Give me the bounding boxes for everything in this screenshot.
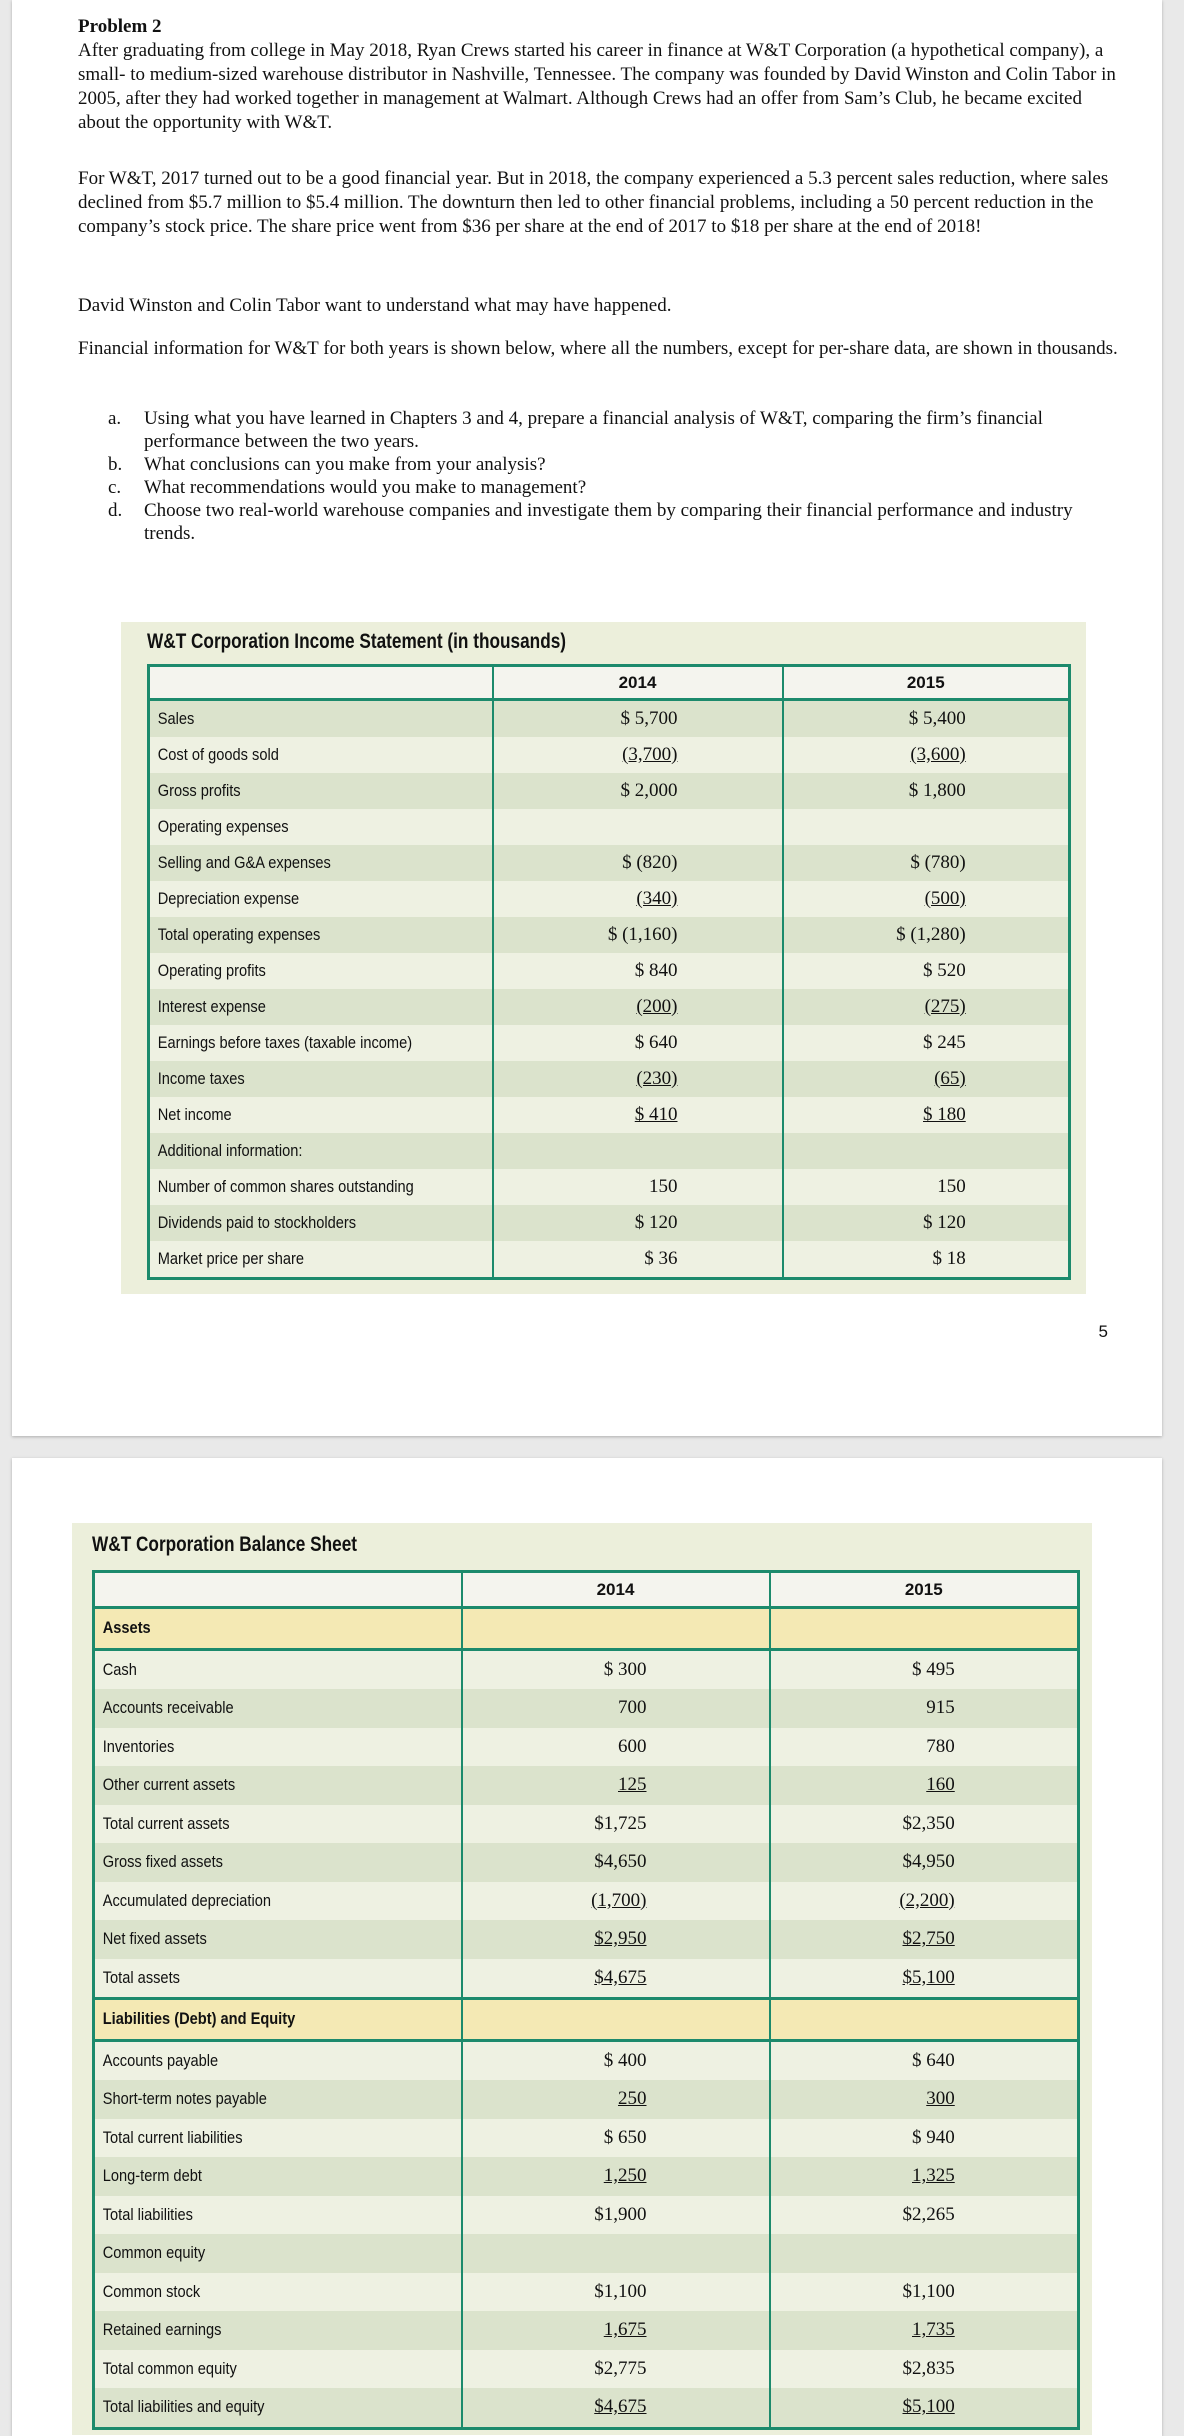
- row-label: Common equity: [94, 2234, 462, 2273]
- value-2015: $5,100: [770, 2388, 1079, 2428]
- value-2015: $ 180: [783, 1097, 1070, 1133]
- table-row: [149, 953, 1070, 989]
- table-row: [149, 700, 1070, 738]
- table-row: [94, 2196, 1079, 2235]
- value-2015: $ 640: [770, 2040, 1079, 2080]
- row-label: Total current assets: [94, 1805, 462, 1844]
- row-label: Total liabilities: [94, 2196, 462, 2235]
- value-2014: $ 2,000: [493, 773, 783, 809]
- table-row: [94, 1882, 1079, 1921]
- row-label: Interest expense: [149, 989, 493, 1025]
- row-label: Sales: [149, 700, 493, 738]
- question-item: b. What conclusions can you make from your analysis?: [108, 454, 546, 475]
- value-2014: $ 5,700: [493, 700, 783, 738]
- table-row: [94, 1728, 1079, 1767]
- balance-sheet-table: [92, 1570, 1080, 2430]
- value-2014: $4,650: [462, 1843, 770, 1882]
- value-2015: $ 495: [770, 1649, 1079, 1689]
- value-2014: $1,900: [462, 2196, 770, 2235]
- table-row: [149, 737, 1070, 773]
- column-header-2015: 2015: [770, 1572, 1079, 1608]
- value-2014: 600: [462, 1728, 770, 1767]
- value-2015: $ 940: [770, 2119, 1079, 2158]
- row-label: Market price per share: [149, 1241, 493, 1279]
- row-label: Retained earnings: [94, 2311, 462, 2350]
- problem-paragraph: David Winston and Colin Tabor want to understand what may have happened.: [78, 295, 672, 316]
- value-2015: $4,950: [770, 1843, 1079, 1882]
- value-2014: $2,950: [462, 1920, 770, 1959]
- value-2014: [462, 1999, 770, 2041]
- row-label: Additional information:: [149, 1133, 493, 1169]
- question-item: d. Choose two real-world warehouse companies and investigate them by comparing their financial performance and industry trends.: [108, 500, 1073, 544]
- problem-paragraph: For W&T, 2017 turned out to be a good financial year. But in 2018, the company experienced a 5.3 percent sales reduction, where sales declined from $5.7 million to $5.4 million. The downturn then led to other financial problems, including a 50 percent reduction in the company’s stock price. The share price went from $36 per share at the end of 2017 to $18 per share at the end of 2018!: [78, 168, 1109, 237]
- value-2014: $ 300: [462, 1649, 770, 1689]
- problem-paragraph: Financial information for W&T for both years is shown below, where all the numbers, except for per-share data, are shown in thousands.: [78, 338, 1118, 359]
- row-label: Other current assets: [94, 1766, 462, 1805]
- table-row: [149, 1061, 1070, 1097]
- value-2014: [493, 809, 783, 845]
- table-row: [149, 773, 1070, 809]
- value-2014: 250: [462, 2080, 770, 2119]
- value-2015: (275): [783, 989, 1070, 1025]
- table-row: [149, 989, 1070, 1025]
- table-row: [94, 2234, 1079, 2273]
- value-2015: $ (1,280): [783, 917, 1070, 953]
- value-2014: 1,250: [462, 2157, 770, 2196]
- value-2015: [770, 1608, 1079, 1650]
- table-row: [94, 2119, 1079, 2158]
- value-2014: $1,725: [462, 1805, 770, 1844]
- value-2015: [770, 1999, 1079, 2041]
- table-row: [94, 1959, 1079, 1999]
- value-2015: (2,200): [770, 1882, 1079, 1921]
- value-2014: (1,700): [462, 1882, 770, 1921]
- value-2015: $5,100: [770, 1959, 1079, 1999]
- value-2015: $1,100: [770, 2273, 1079, 2312]
- question-list: [108, 407, 1088, 545]
- row-label: Short-term notes payable: [94, 2080, 462, 2119]
- value-2014: (340): [493, 881, 783, 917]
- income-statement-box: [121, 622, 1086, 1294]
- value-2014: 1,675: [462, 2311, 770, 2350]
- value-2015: $ 18: [783, 1241, 1070, 1279]
- value-2014: $2,775: [462, 2350, 770, 2389]
- value-2014: $4,675: [462, 1959, 770, 1999]
- table-row: [94, 2080, 1079, 2119]
- value-2015: 1,325: [770, 2157, 1079, 2196]
- value-2014: $ 650: [462, 2119, 770, 2158]
- table-row: [94, 1805, 1079, 1844]
- row-label: Net income: [149, 1097, 493, 1133]
- row-label: Inventories: [94, 1728, 462, 1767]
- value-2014: $ (1,160): [493, 917, 783, 953]
- value-2014: $1,100: [462, 2273, 770, 2312]
- value-2014: 125: [462, 1766, 770, 1805]
- value-2014: $ 36: [493, 1241, 783, 1279]
- row-label: Accounts receivable: [94, 1689, 462, 1728]
- row-label: Dividends paid to stockholders: [149, 1205, 493, 1241]
- row-label: Total common equity: [94, 2350, 462, 2389]
- value-2015: $ 1,800: [783, 773, 1070, 809]
- row-label: Gross fixed assets: [94, 1843, 462, 1882]
- value-2014: $ 120: [493, 1205, 783, 1241]
- value-2015: (500): [783, 881, 1070, 917]
- value-2014: 700: [462, 1689, 770, 1728]
- value-2014: $4,675: [462, 2388, 770, 2428]
- row-label: Total liabilities and equity: [94, 2388, 462, 2428]
- value-2015: 160: [770, 1766, 1079, 1805]
- row-label: Total current liabilities: [94, 2119, 462, 2158]
- table-row: [94, 1689, 1079, 1728]
- table-row: [94, 1920, 1079, 1959]
- table-row: [149, 845, 1070, 881]
- balance-sheet-title: W&T Corporation Balance Sheet: [92, 1533, 358, 1556]
- value-2015: $ 245: [783, 1025, 1070, 1061]
- table-row: [94, 2311, 1079, 2350]
- row-label: Earnings before taxes (taxable income): [149, 1025, 493, 1061]
- row-label: Number of common shares outstanding: [149, 1169, 493, 1205]
- table-row: [149, 1025, 1070, 1061]
- row-label: Accumulated depreciation: [94, 1882, 462, 1921]
- value-2014: $ 410: [493, 1097, 783, 1133]
- value-2015: 780: [770, 1728, 1079, 1767]
- value-2015: (65): [783, 1061, 1070, 1097]
- value-2014: [462, 1608, 770, 1650]
- table-row: [94, 2157, 1079, 2196]
- value-2015: 150: [783, 1169, 1070, 1205]
- value-2014: $ 400: [462, 2040, 770, 2080]
- row-label: Liabilities (Debt) and Equity: [94, 1999, 462, 2041]
- value-2015: 1,735: [770, 2311, 1079, 2350]
- table-row: [149, 1205, 1070, 1241]
- value-2014: (200): [493, 989, 783, 1025]
- value-2014: $ 640: [493, 1025, 783, 1061]
- value-2014: (230): [493, 1061, 783, 1097]
- document-page-2: [12, 1458, 1162, 2436]
- table-row: [149, 1169, 1070, 1205]
- row-label: Long-term debt: [94, 2157, 462, 2196]
- row-label: Assets: [94, 1608, 462, 1650]
- problem-title: Problem 2: [78, 16, 162, 37]
- table-row: [149, 1097, 1070, 1133]
- table-row: [149, 1133, 1070, 1169]
- row-label: Depreciation expense: [149, 881, 493, 917]
- table-row: [149, 917, 1070, 953]
- table-row: [94, 2040, 1079, 2080]
- balance-sheet-box: [72, 1523, 1092, 2435]
- value-2015: $ (780): [783, 845, 1070, 881]
- row-label: Cash: [94, 1649, 462, 1689]
- value-2015: [783, 809, 1070, 845]
- value-2014: [493, 1133, 783, 1169]
- column-header-label: [149, 666, 493, 700]
- row-label: Cost of goods sold: [149, 737, 493, 773]
- table-row: [94, 2388, 1079, 2428]
- row-label: Selling and G&A expenses: [149, 845, 493, 881]
- value-2015: $2,835: [770, 2350, 1079, 2389]
- table-row: [149, 881, 1070, 917]
- document-page-1: [12, 0, 1162, 1436]
- column-header-2015: 2015: [783, 666, 1070, 700]
- value-2015: $ 5,400: [783, 700, 1070, 738]
- column-header-label: [94, 1572, 462, 1608]
- value-2015: [770, 2234, 1079, 2273]
- question-item: a. Using what you have learned in Chapters 3 and 4, prepare a financial analysis of W&T, comparing the firm’s financial performance between the two years.: [108, 408, 1043, 452]
- value-2015: $ 120: [783, 1205, 1070, 1241]
- column-header-2014: 2014: [493, 666, 783, 700]
- row-label: Net fixed assets: [94, 1920, 462, 1959]
- value-2015: $ 520: [783, 953, 1070, 989]
- table-row: [94, 1843, 1079, 1882]
- value-2015: (3,600): [783, 737, 1070, 773]
- row-label: Income taxes: [149, 1061, 493, 1097]
- table-row: [94, 2350, 1079, 2389]
- table-row: [149, 1241, 1070, 1279]
- row-label: Gross profits: [149, 773, 493, 809]
- value-2015: $2,750: [770, 1920, 1079, 1959]
- table-row: [94, 1999, 1079, 2041]
- value-2014: (3,700): [493, 737, 783, 773]
- income-statement-table: [147, 664, 1071, 1280]
- table-row: [94, 1766, 1079, 1805]
- value-2015: [783, 1133, 1070, 1169]
- value-2015: $2,265: [770, 2196, 1079, 2235]
- column-header-2014: 2014: [462, 1572, 770, 1608]
- row-label: Total assets: [94, 1959, 462, 1999]
- table-row: [94, 1608, 1079, 1650]
- row-label: Common stock: [94, 2273, 462, 2312]
- value-2014: 150: [493, 1169, 783, 1205]
- row-label: Operating expenses: [149, 809, 493, 845]
- row-label: Total operating expenses: [149, 917, 493, 953]
- income-statement-title: W&T Corporation Income Statement (in thousands): [147, 630, 567, 653]
- value-2015: 300: [770, 2080, 1079, 2119]
- page-number: 5: [1098, 1322, 1108, 1341]
- value-2015: $2,350: [770, 1805, 1079, 1844]
- question-item: c. What recommendations would you make to management?: [108, 477, 587, 498]
- table-row: [149, 809, 1070, 845]
- value-2014: $ (820): [493, 845, 783, 881]
- table-row: [94, 1649, 1079, 1689]
- value-2015: 915: [770, 1689, 1079, 1728]
- value-2014: [462, 2234, 770, 2273]
- row-label: Accounts payable: [94, 2040, 462, 2080]
- problem-paragraph: After graduating from college in May 2018, Ryan Crews started his career in finance at W&T Corporation (a hypothetical company), a small- to medium-sized warehouse distributor in Nashville, Tennessee. The company was founded by David Winston and Colin Tabor in 2005, after they had worked together in management at Walmart. Although Crews had an offer from Sam’s Club, he became excited about the opportunity with W&T.: [78, 40, 1116, 133]
- table-row: [94, 2273, 1079, 2312]
- value-2014: $ 840: [493, 953, 783, 989]
- row-label: Operating profits: [149, 953, 493, 989]
